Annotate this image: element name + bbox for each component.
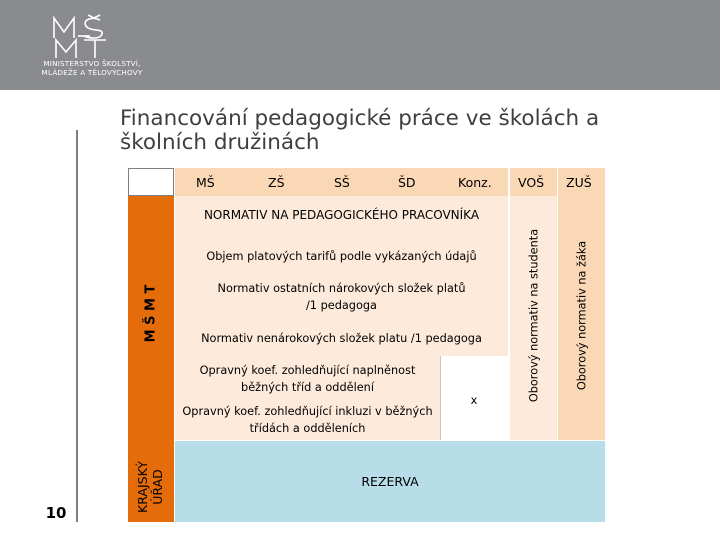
logo-text-line2: MLÁDEŽE A TĚLOVÝCHOVY: [41, 67, 143, 77]
konz-x-mark: x: [470, 394, 478, 407]
normativ-item-3: Normativ nenárokových složek platu /1 pedagoga: [201, 332, 482, 345]
msmt-label: M Š M T: [143, 284, 159, 343]
normativ-item-1: Objem platových tarifů podle vykázaných údajů: [206, 250, 477, 263]
msmt-logo-icon: [48, 14, 120, 60]
kraj-label: KRAJSKÝ ÚŘAD: [135, 461, 165, 513]
logo-text-line1: MINISTERSTVO ŠKOLSTVÍ,: [43, 59, 141, 68]
header-ms: MŠ: [196, 175, 215, 190]
normativ-item-2-line2: /1 pedagoga: [306, 299, 377, 312]
normativ-heading: NORMATIV NA PEDAGOGICKÉHO PRACOVNÍKA: [203, 208, 480, 222]
header-konz: Konz.: [458, 175, 492, 190]
left-divider: [76, 130, 78, 522]
normativ-item-4-line1: Opravný koef. zohledňující naplněnost: [199, 364, 416, 377]
slide-title: [120, 107, 700, 155]
header-zus: ZUŠ: [566, 175, 592, 190]
header-band: [0, 0, 720, 90]
normativ-item-4: [175, 362, 440, 396]
header-zs: ZŠ: [268, 175, 285, 190]
normativ-item-4-line2: běžných tříd a oddělení: [241, 381, 374, 394]
table-corner-cell: [128, 168, 174, 196]
normativ-item-2: [175, 280, 508, 314]
header-ss: SŠ: [334, 175, 350, 190]
normativ-item-2-line1: Normativ ostatních nárokových složek platů: [217, 282, 466, 295]
reserve-label: REZERVA: [361, 474, 419, 489]
normativ-item-5-line2: třídách a odděleních: [249, 422, 366, 435]
normativ-item-5-line1: Opravný koef. zohledňující inkluzi v běžných: [182, 405, 433, 418]
page-number: 10: [45, 504, 67, 522]
normativ-item-5: [175, 403, 440, 437]
slide-title-line2: školních družinách: [120, 130, 320, 155]
header-sd: ŠD: [398, 175, 416, 190]
slide-title-line1: Financování pedagogické práce ve školách a: [120, 106, 600, 131]
logo-text: [22, 60, 162, 77]
header-vos: VOŠ: [518, 175, 545, 190]
voš-vertical-label: Oborový normativ na studenta: [527, 228, 541, 403]
zuš-vertical-label: Oborový normativ na žáka: [575, 240, 589, 391]
